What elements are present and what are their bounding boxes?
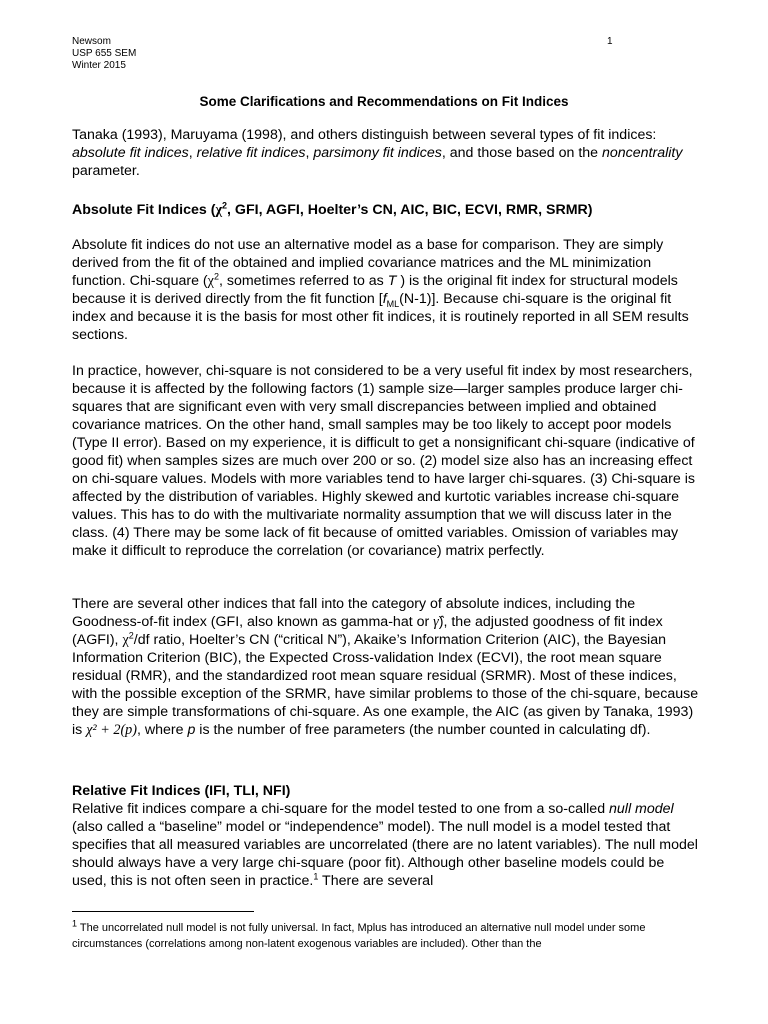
- absolute-fit-paragraph-2: In practice, however, chi-square is not considered to be a very useful fit index by most researchers, because it is affected by the following factors (1) sample size—larger samples produce larger chi-squares that are significant even with very small discrepancies between implied and obtained covariance matrices. On the other hand, small samples may be too likely to accept poor models (Type II error). Based on my experience, it is difficult to get a nonsignificant chi-square (indicative of good fit) when samples sizes are much over 200 or so. (2) model size also has an increasing effect on chi-square values. Models with more variables tend to have larger chi-squares. (3) Chi-square is affected by the distribution of variables. Highly skewed and kurtotic variables increase chi-square values. This has to do with the multivariate normality assumption that we will discuss later in the class. (4) There may be some lack of fit because of omitted variables. Omission of variables may make it difficult to reproduce the correlation (or covariance) matrix perfectly.: [72, 363, 695, 559]
- absolute-fit-heading: Absolute Fit Indices ($\chi^2$, GFI, AGFI, Hoelter’s CN, AIC, BIC, ECVI, RMR, SRMR): [72, 200, 593, 218]
- header-term: Winter 2015: [72, 60, 126, 71]
- header-course: USP 655 SEM: [72, 48, 137, 59]
- absolute-fit-paragraph-3: There are several other indices that fall into the category of absolute indices, including the Goodness-of-fit index (GFI, also known as gamma-hat or γ̂), the adjusted goodness of fit index (AGFI), $\chi^2/df$ ratio, Hoelter’s CN (“critical N”), Akaike’s Information Criterion (AIC), the Bayesian Information Criterion (BIC), the Expected Cross-validation Index (ECVI), the root mean square residual (RMR), and the standardized root mean square residual (SRMR). Most of these indices, with the possible exception of the SRMR, have similar problems to those of the chi-square, because they are simple transformations of chi-square. As one example, the AIC (as given by Tanaka, 1993) is χ² + 2(p), where p is the number of free parameters (the number counted in calculating df).: [72, 596, 699, 738]
- absolute-fit-paragraph-1: Absolute fit indices do not use an alternative model as a base for comparison. They are simply derived from the fit of the obtained and implied covariance matrices and the ML minimization function. Chi-square ($\chi^2$, sometimes referred to as T ) is the original fit index for structural models because it is derived directly from the fit function $[f_{ML}(N-1)]$. Because chi-square is the original fit index and because it is the basis for most other fit indices, it is routinely reported in all SEM results sections.: [72, 237, 689, 343]
- footnote: [72, 920, 712, 952]
- intro-paragraph: Tanaka (1993), Maruyama (1998), and others distinguish between several types of fit indices: absolute fit indices, relative fit indices, parsimony fit indices, and those based on the noncentrality parameter.: [72, 127, 683, 179]
- relative-fit-paragraph: Relative fit indices compare a chi-square for the model tested to one from a so-called null model (also called a “baseline” model or “independence” model). The null model is a model tested that specifies that all measured variables are uncorrelated (there are no latent variables). The null model should always have a very large chi-square (poor fit). Although other baseline models could be used, this is not often seen in practice.$^1$ There are several: [72, 801, 698, 889]
- footnote-text: The uncorrelated null model is not fully universal. In fact, Mplus has introduced an alternative null model under some circumstances (correlations among non-latent exogenous variables are included). Other than the: [72, 922, 646, 950]
- document-title: Some Clarifications and Recommendations on Fit Indices: [199, 94, 569, 109]
- relative-fit-heading: Relative Fit Indices (IFI, TLI, NFI): [72, 783, 291, 799]
- footnote-divider: [72, 911, 254, 912]
- running-header: [72, 36, 136, 72]
- footnote-reference: 1: [313, 871, 319, 882]
- page-number: 1: [607, 36, 613, 47]
- footnote-mark: 1: [72, 918, 78, 929]
- aic-formula: χ² + 2(p): [86, 722, 137, 738]
- header-author: Newsom: [72, 36, 111, 47]
